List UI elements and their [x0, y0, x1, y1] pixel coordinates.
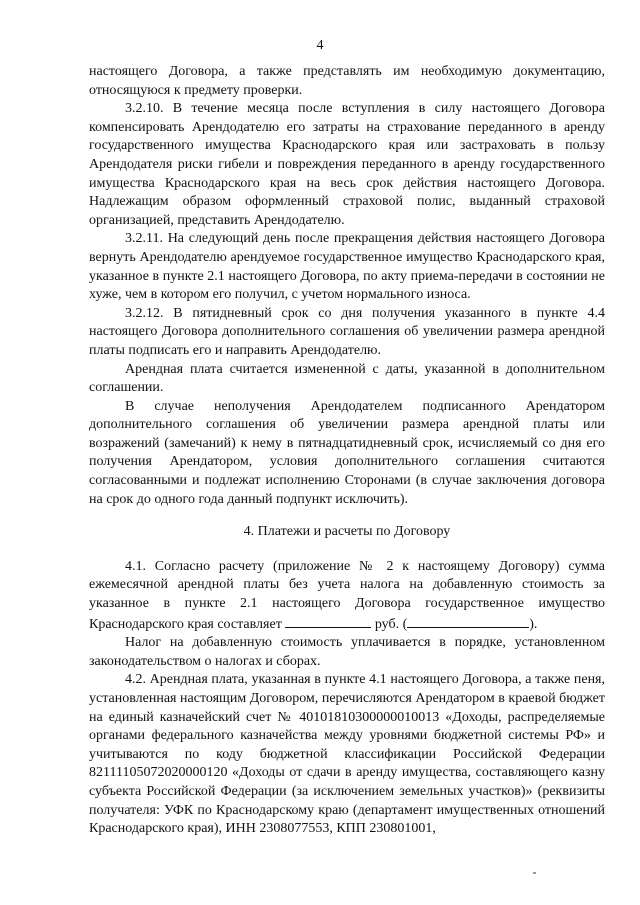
paragraph-3-2-10: 3.2.10. В течение месяца после вступления в силу настоящего Договора компенсировать Арендодателю его затраты на страхование переданного в аренду государственного имущества Краснодарского края или застраховать в пользу Арендодателя риски гибели и повреждения переданного в аренду государственного имущества Краснодарского края на весь срок действия настоящего Договора. Надлежащим образом оформленный страховой полис, выданный страховой организацией, представить Арендодателю. — [89, 101, 605, 228]
paragraph-continued: настоящего Договора, а также представлять им необходимую документацию, относящуюся к предмету проверки. — [89, 64, 605, 98]
closing-paren: ). — [529, 616, 538, 632]
amount-blank — [285, 614, 371, 628]
paragraph-4-1 — [89, 558, 605, 634]
paragraph-4-2: 4.2. Арендная плата, указанная в пункте 4.1 настоящего Договора, а также пеня, установленная настоящим Договором, перечисляются Арендатором в краевой бюджет на единый казначейский счет № 40101810300000010013 «Доходы, распределяемые органами федерального казначейства между уровнями бюджетной системы РФ» и учитываются по коду бюджетной классификации Российской Федерации 82111105072020000120 «Доходы от сдачи в аренду имущества, составляющего казну субъекта Российской Федерации (за исключением земельных участков)» (реквизиты получателя: УФК по Краснодарскому краю (департамент имущественных отношений Краснодарского края), ИНН 2308077553, КПП 230801001, — [89, 672, 605, 837]
document-body — [89, 63, 605, 839]
paragraph-non-receipt: В случае неполучения Арендодателем подписанного Арендатором дополнительного соглашения об увеличении размера арендной платы или возражений (замечаний) к нему в пятнадцатидневный срок, исчисляемый со дня его получения Арендатором, условия дополнительного соглашения считаются согласованными и подлежат исполнению Сторонами (в случае заключения договора на срок до одного года данный подпункт исключить). — [89, 398, 605, 507]
paragraph-4-1-text: 4.1. Согласно расчету (приложение № 2 к настоящему Договору) сумма ежемесячной арендной платы без учета налога на добавленную стоимость за указанное в пункте 2.1 настоящего Договора государственное имущество Краснодарского края составляет — [89, 558, 605, 632]
section-heading-payments: 4. Платежи и расчеты по Договору — [243, 524, 451, 540]
paragraph-3-2-12: 3.2.12. В пятидневный срок со дня получения указанного в пункте 4.4 настоящего Договора дополнительного соглашения об увеличении размера арендной платы подписать его и направить Арендодателю. — [89, 305, 605, 358]
paragraph-rent-changed: Арендная плата считается измененной с даты, указанной в дополнительном соглашении. — [89, 361, 605, 396]
paragraph-vat: Налог на добавленную стоимость уплачивается в порядке, установленном законодательством о налогах и сборах. — [89, 635, 605, 669]
page-number: 4 — [316, 38, 324, 53]
scan-speck — [533, 872, 536, 874]
amount-in-words-blank — [407, 614, 529, 628]
currency-label: руб. ( — [374, 616, 408, 632]
paragraph-3-2-11: 3.2.11. На следующий день после прекращения действия настоящего Договора вернуть Арендодателю арендуемое государственное имущество Краснодарского края, указанное в пункте 2.1 настоящего Договора, по акту приема-передачи в состоянии не хуже, чем в котором его получил, с учетом нормального износа. — [89, 231, 605, 303]
